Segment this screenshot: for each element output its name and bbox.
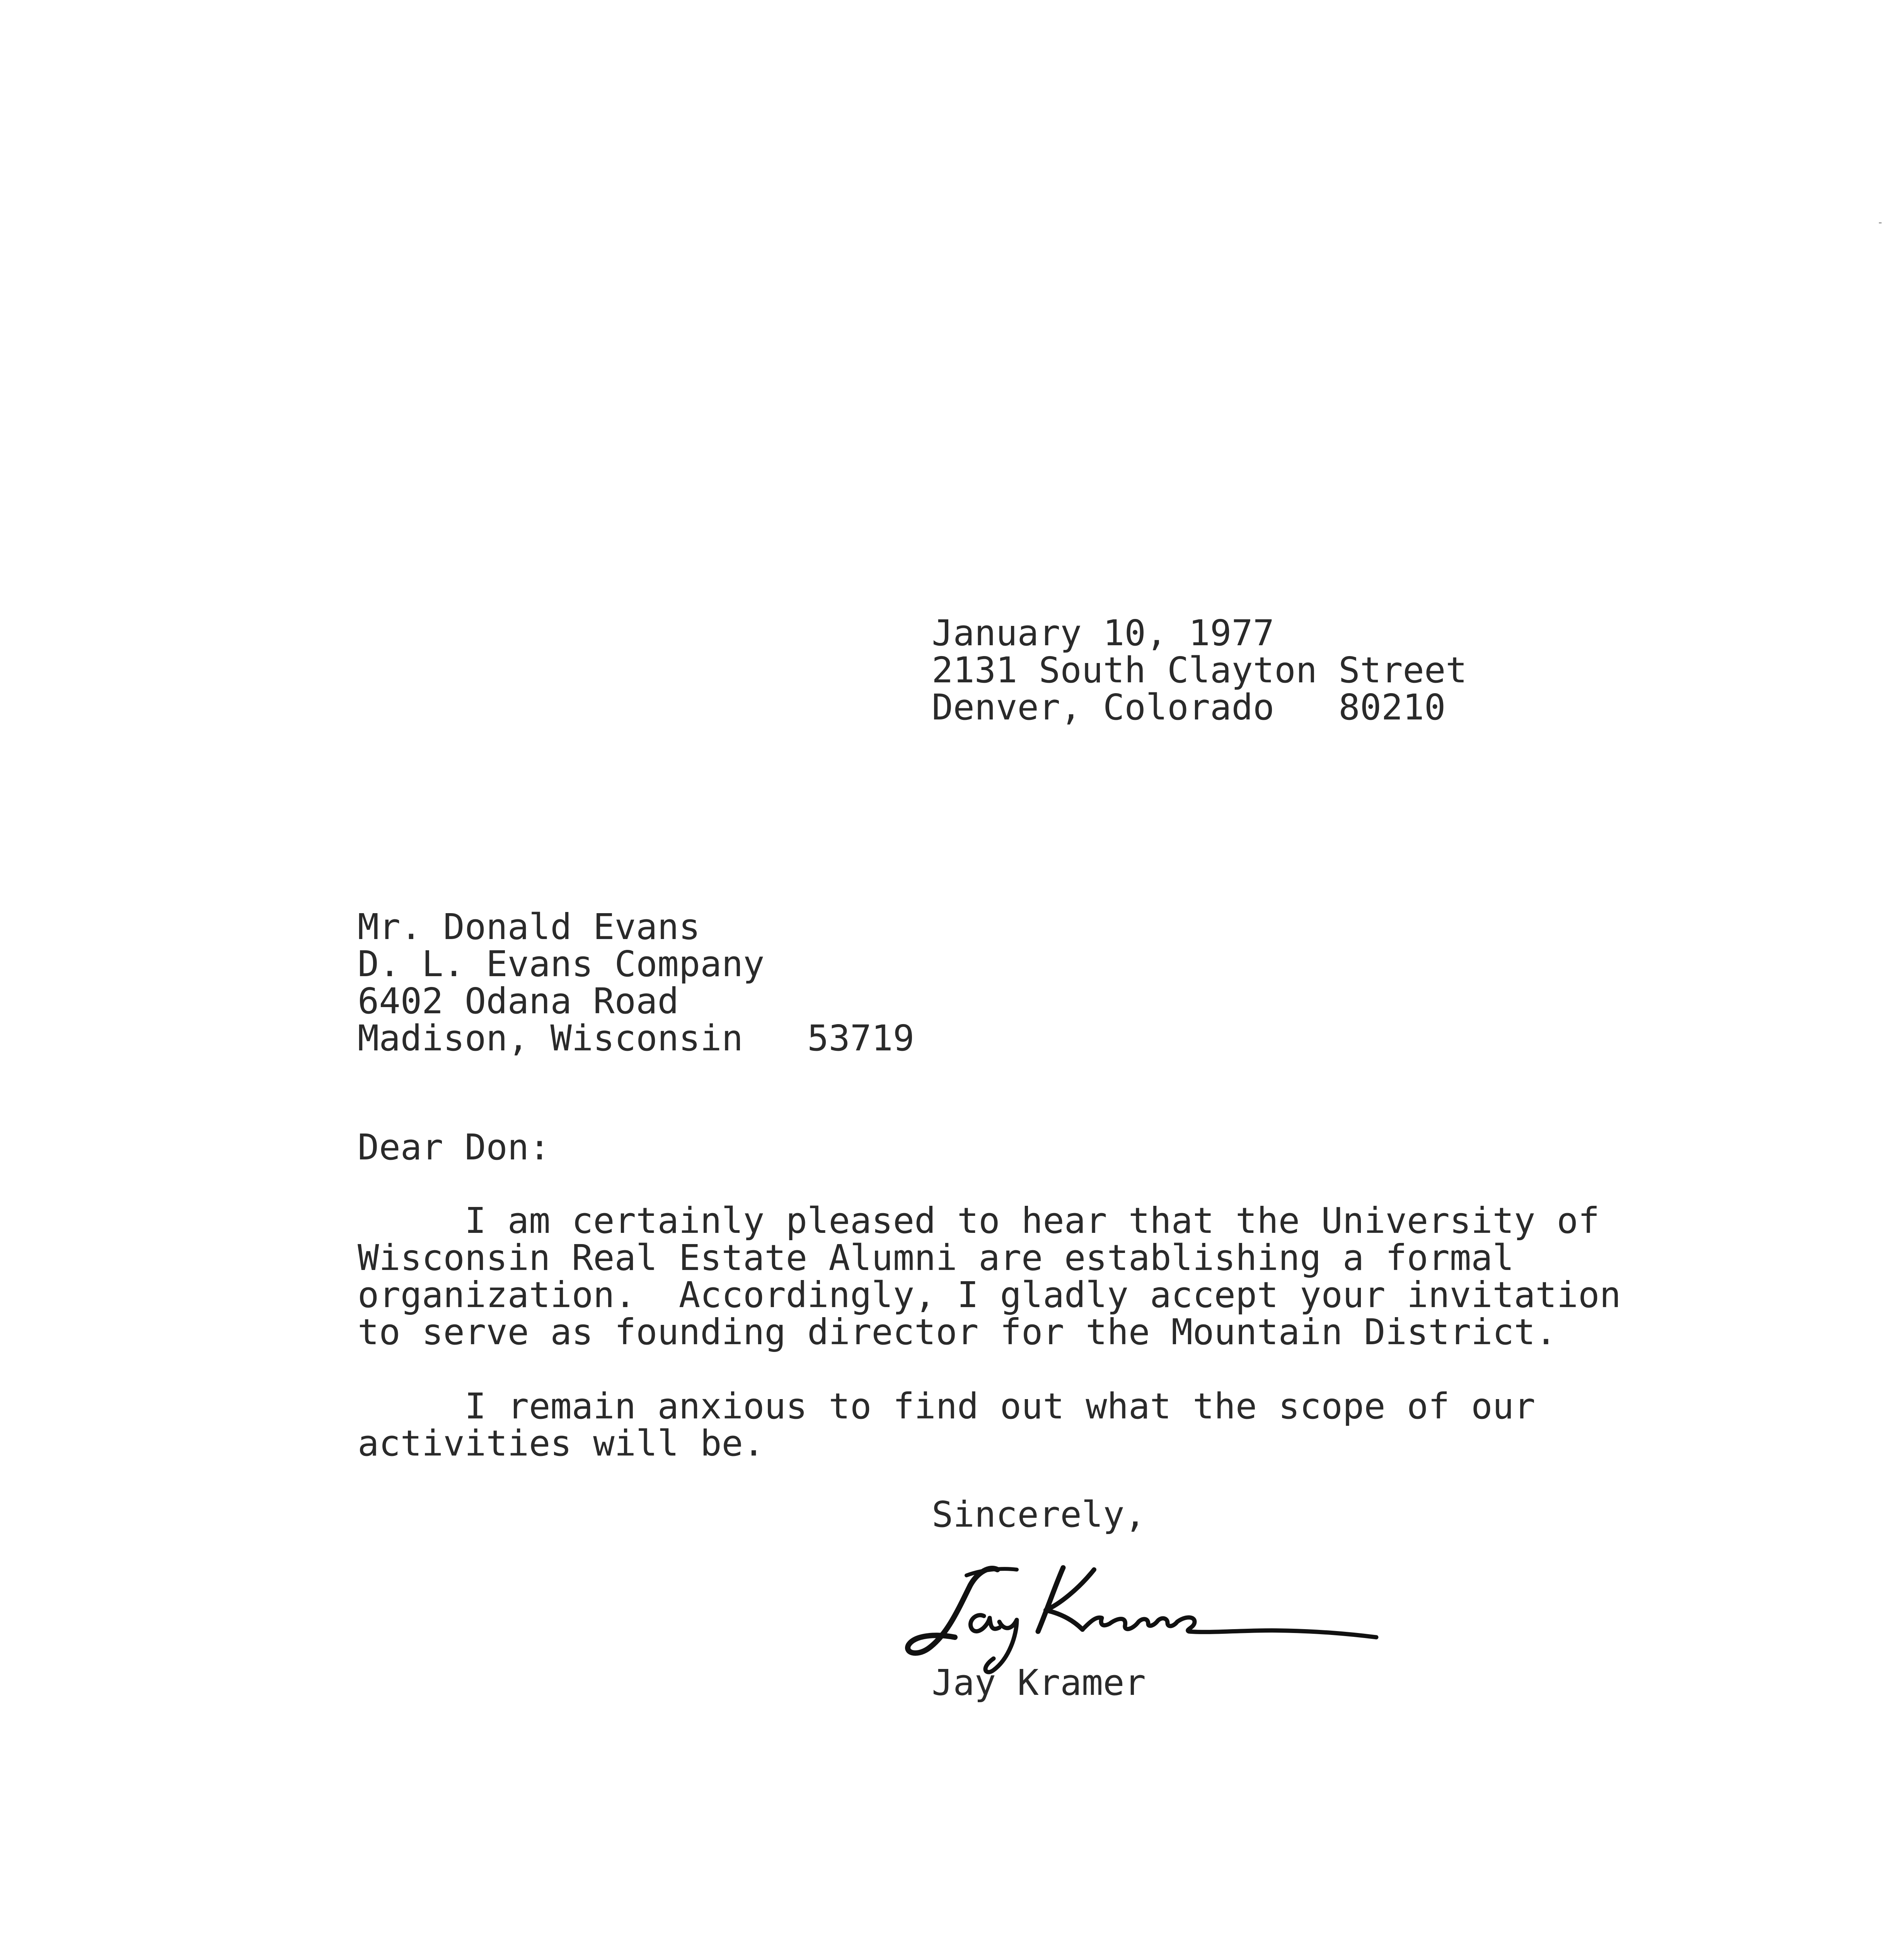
handwritten-signature [901,1548,1388,1678]
letter-date: January 10, 1977 [932,612,1275,654]
sender-city: Denver, Colorado 80210 [932,687,1446,728]
paragraph-line: I remain anxious to find out what the scope of our [358,1386,1536,1427]
salutation: Dear Don: [358,1127,551,1168]
typed-signer-name: Jay Kramer [932,1662,1146,1703]
recipient-city: Madison, Wisconsin 53719 [358,1018,915,1059]
paragraph-line: activities will be. [358,1423,765,1464]
paragraph-line: Wisconsin Real Estate Alumni are establishing a formal [358,1237,1514,1278]
recipient-street: 6402 Odana Road [358,980,679,1022]
paragraph-line: I am certainly pleased to hear that the University of [358,1200,1600,1241]
recipient-company: D. L. Evans Company [358,943,765,985]
scan-speck [1879,222,1882,223]
paragraph-line: to serve as founding director for the Mountain District. [358,1311,1557,1353]
closing: Sincerely, [932,1494,1146,1535]
sender-street: 2131 South Clayton Street [932,649,1467,691]
paragraph-line: organization. Accordingly, I gladly accept your invitation [358,1274,1621,1316]
signature-text: Jay Kramer [901,1548,938,1556]
recipient-name: Mr. Donald Evans [358,906,701,948]
